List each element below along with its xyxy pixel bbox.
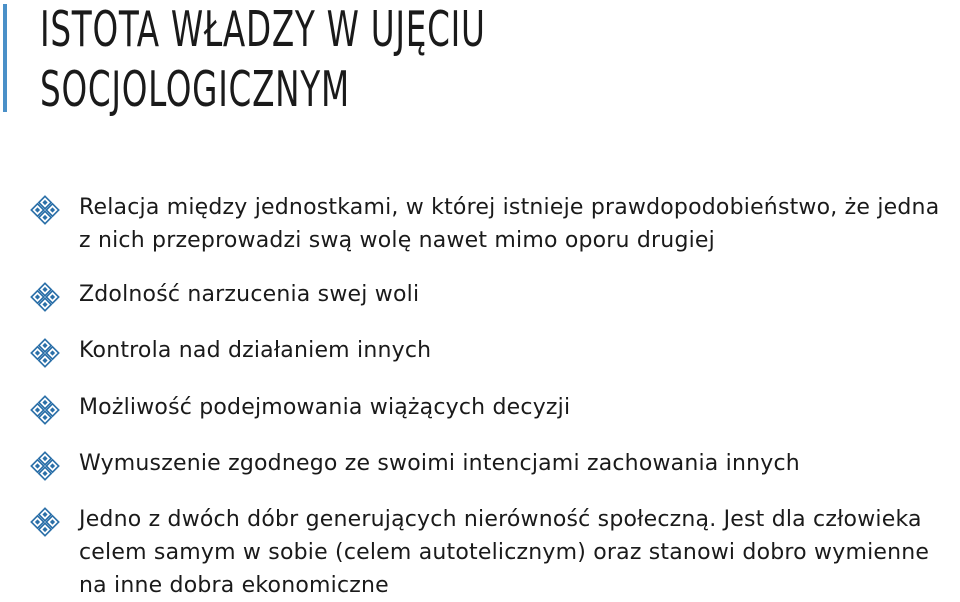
bullet-item bbox=[30, 447, 955, 481]
bullet-item bbox=[30, 391, 955, 425]
bullet-item bbox=[30, 334, 955, 368]
four-diamond-bullet-icon bbox=[30, 451, 60, 481]
four-diamond-bullet-icon bbox=[30, 195, 60, 225]
slide-title bbox=[40, 0, 706, 120]
bullet-item bbox=[30, 191, 955, 257]
bullet-text: Jedno z dwóch dóbr generujących nierówność społeczną. Jest dla człowieka celem samym w sobie (celem autotelicznym) oraz stanowi dobro wymienne na inne dobra ekonomiczne bbox=[79, 507, 930, 598]
slide-title-line-2: SOCJOLOGICZNYM bbox=[40, 61, 350, 118]
four-diamond-bullet-icon bbox=[30, 395, 60, 425]
title-accent-bar bbox=[3, 4, 7, 112]
four-diamond-bullet-icon bbox=[30, 507, 60, 537]
slide-title-line-1: ISTOTA WŁADZY W UJĘCIU bbox=[40, 1, 486, 58]
four-diamond-bullet-icon bbox=[30, 282, 60, 312]
bullet-text: Możliwość podejmowania wiążących decyzji bbox=[79, 395, 571, 420]
bullet-text: Kontrola nad działaniem innych bbox=[79, 338, 432, 363]
bullet-text: Wymuszenie zgodnego ze swoimi intencjami zachowania innych bbox=[79, 451, 800, 476]
bullet-text: Relacja między jednostkami, w której istnieje prawdopodobieństwo, że jedna z nich przeprowadzi swą wolę nawet mimo oporu drugiej bbox=[79, 195, 940, 253]
bullet-item bbox=[30, 503, 955, 602]
bullet-item bbox=[30, 278, 955, 312]
bullet-text: Zdolność narzucenia swej woli bbox=[79, 282, 420, 307]
four-diamond-bullet-icon bbox=[30, 338, 60, 368]
